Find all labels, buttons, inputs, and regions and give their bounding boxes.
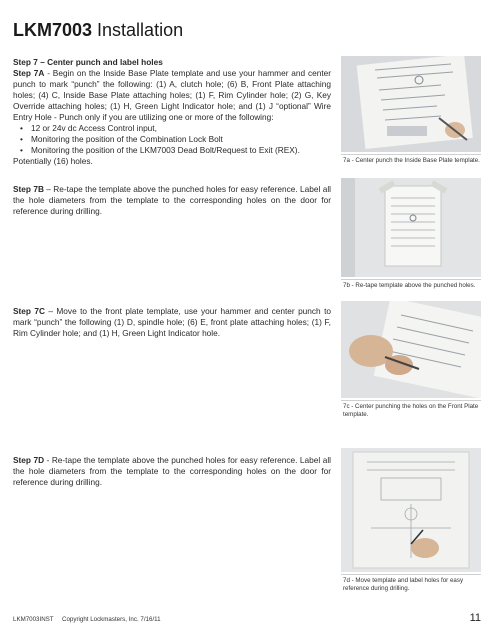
step-7d-text: - Re-tape the template above the punched holes for easy reference. Label all the hole diameters from the template to the corresponding holes on the door for reference during drilling. bbox=[13, 455, 332, 487]
photo-7c bbox=[341, 301, 481, 398]
photo-7d bbox=[341, 448, 481, 572]
step-7c-text: – Move to the front plate template, use your hammer and center punch to mark “punch” the following (1) D, spindle hole; (6) E, front plate attaching holes; (1) F, Rim Cylinder hole; and (1) H, Green Light Indicator hole. bbox=[13, 306, 331, 338]
step-7d-block bbox=[13, 455, 331, 488]
step-7c-label: Step 7C bbox=[13, 306, 45, 316]
caption-7b: 7b - Re-tape template above the punched holes. bbox=[343, 282, 476, 289]
caption-rule bbox=[341, 400, 481, 401]
caption-7c: 7c - Center punching the holes on the Front Plate template. bbox=[343, 403, 479, 418]
step-7a-block bbox=[13, 57, 331, 167]
step-7b-label: Step 7B bbox=[13, 184, 44, 194]
model-name: LKM7003 bbox=[13, 20, 93, 40]
caption-rule bbox=[341, 574, 481, 575]
bullet-item: • 12 or 24v dc Access Control input, bbox=[13, 123, 331, 134]
step-7b-text: – Re-tape the template above the punched holes for easy reference. Label all the hole diameters from the template to the corresponding holes on the door for reference during drilling. bbox=[13, 184, 332, 216]
photo-7b bbox=[341, 178, 481, 277]
caption-rule bbox=[341, 154, 481, 155]
step-7a-label: Step 7A bbox=[13, 68, 45, 78]
step-7a-bullets bbox=[13, 123, 331, 156]
page-title bbox=[13, 20, 183, 41]
step-7a-text: - Begin on the Inside Base Plate template and use your hammer and center punch to mark “punch” the following: (1) A, clutch hole; (6) B, Front Plate attaching holes; (4) C, Inside Base Plate attaching holes; (1) F, Rim Cylinder hole; (2) G, Key Override attaching holes; (1) H, Green Light Indicator hole; and (1) J “optional” Wire Entry Hole - Punch only if you are utilizing one or more of the following: bbox=[13, 68, 332, 122]
caption-7d: 7d - Move template and label holes for easy reference during drilling. bbox=[343, 577, 464, 592]
step-7d-label: Step 7D bbox=[13, 455, 45, 465]
page-number: 11 bbox=[469, 612, 481, 624]
bullet-item: • Monitoring the position of the LKM7003 Dead Bolt/Request to Exit (REX). bbox=[13, 145, 331, 156]
step-7a-closing: Potentially (16) holes. bbox=[13, 156, 93, 166]
step-7c-block bbox=[13, 306, 331, 339]
step-7b-block bbox=[13, 184, 331, 217]
step-7-heading: Step 7 – Center punch and label holes bbox=[13, 57, 163, 67]
bullet-item: • Monitoring the position of the Combination Lock Bolt bbox=[13, 134, 331, 145]
caption-rule bbox=[341, 279, 481, 280]
title-suffix: Installation bbox=[92, 20, 184, 40]
footer-copyright: Copyright Lockmasters, Inc. 7/16/11 bbox=[62, 616, 161, 623]
footer-doc-id: LKM7003INST bbox=[13, 616, 54, 623]
caption-7a: 7a - Center punch the Inside Base Plate template. bbox=[343, 157, 480, 164]
photo-7a bbox=[341, 56, 481, 152]
